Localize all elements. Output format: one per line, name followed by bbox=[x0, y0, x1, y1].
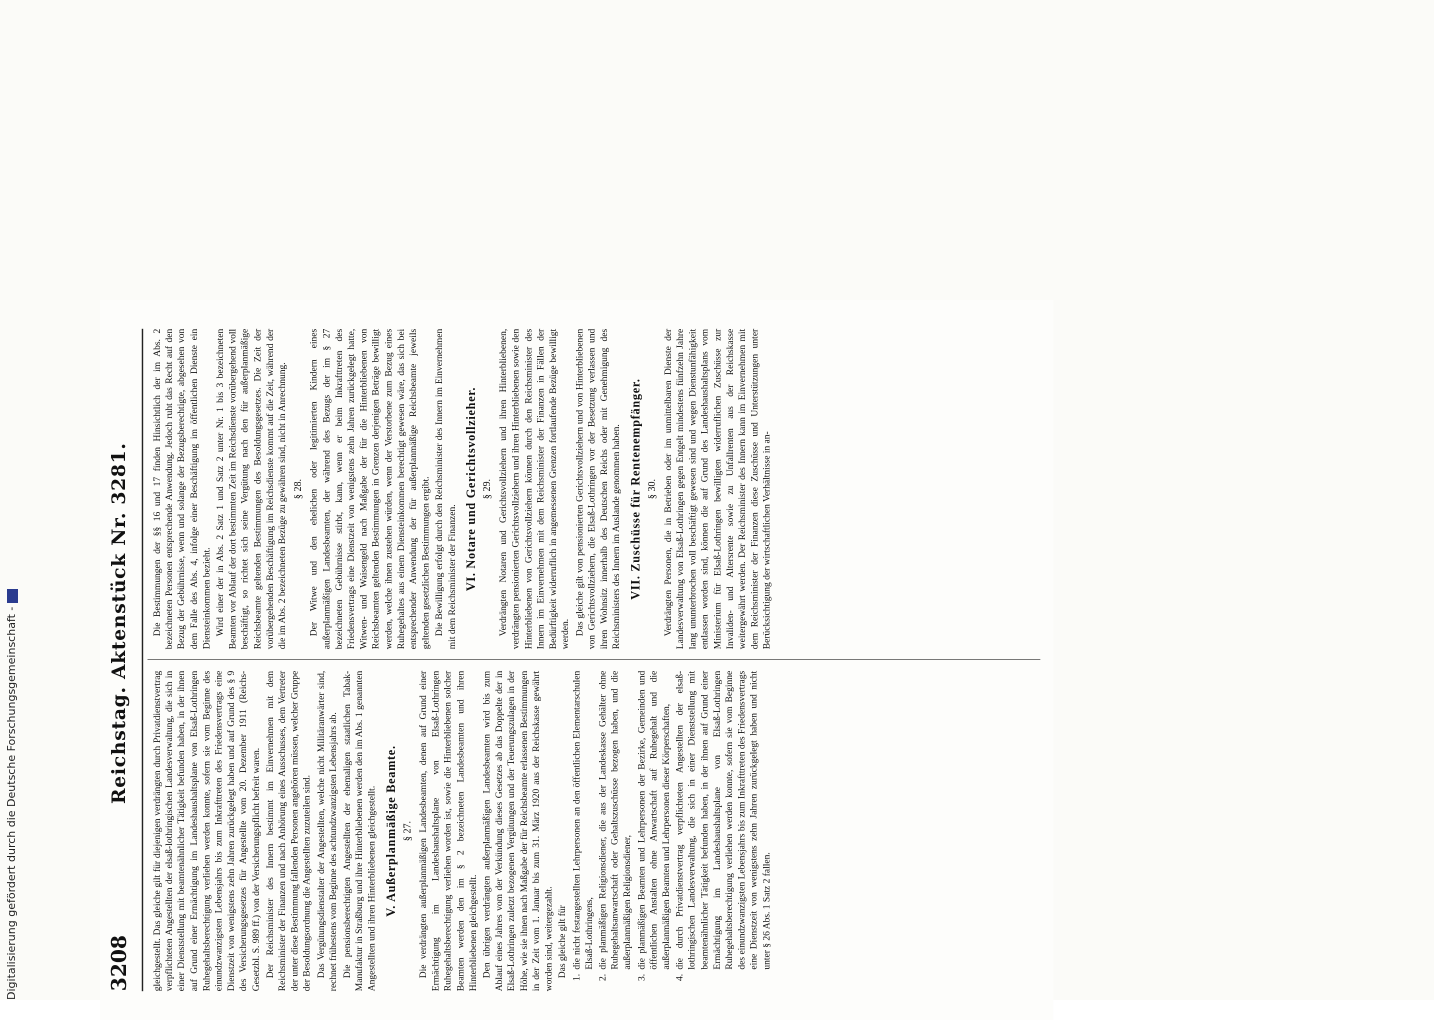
paragraph-number: § 27. bbox=[402, 820, 414, 842]
digitization-credit-text: Digitalisierung gefördert durch die Deutsche Forschungsgemeinschaft - bbox=[5, 606, 18, 1000]
paragraph: Die pensionsberechtigten Angestellten der ehemaligen staatlichen Tabak-Manufaktur in Straßburg und ihre Hinterbliebenen werden den im Abs. 1 genannten Angestellten und ihren Hinterbliebenen gleichgestellt. bbox=[341, 670, 377, 992]
list-item-number: 2. bbox=[596, 973, 608, 982]
paragraph: Das gleiche gilt für bbox=[556, 905, 568, 979]
paragraph: Verdrängten Personen, die in Betrieben oder im unmittelbaren Dienste der Landesverwaltung von Elsaß-Lothringen gegen Entgelt mindestens fünfzehn Jahre lang ununterbrochen voll beschäftigt gewesen sind und wegen Dienstunfähigkeit entlassen worden sind, können die auf Grund des Landeshaushaltsplans vom Ministerium für Elsaß-Lothringen bewilligten widerruflichen Zuschüsse zur Invaliden- und Altersrente sowie zu Unfallrenten aus der Reichskasse weitergewährt werden. Der Reichsminister des Innern kann im Einvernehmen mit dem Reichsminister der Finanzen diese Zuschüsse und Unterstützungen unter Berücksichtigung der wirtschaftlichen Verhältnisse in an- bbox=[662, 328, 773, 650]
list-item-text: die durch Privatdienstvertrag verpflichteten Angestellten der elsaß-lothringischen Landesverwaltung, die sich in einer Dienststellung mit beamtenähnlicher Tätigkeit befunden haben, in der ihnen auf Grund einer Ermächtigung im Landeshaushaltsplane von Elsaß-Lothringen Ruhegehaltsberechtigung verliehen werden konnte, sofern sie vom Beginne des einundzwanzigsten Lebensjahrs bis zum Inkrafttreten des Friedensvertrags eine Dienstzeit von wenigstens zehn Jahren zurückgelegt haben und nicht unter § 26 Abs. 1 Satz 2 fallen. bbox=[673, 670, 772, 970]
paragraph-number: § 28. bbox=[293, 478, 304, 500]
list-item bbox=[570, 671, 595, 991]
section-heading: V. Außerplanmäßige Beamte. bbox=[384, 745, 398, 917]
list-item-number: 1. bbox=[570, 973, 582, 982]
paragraph: gleichgestellt. Das gleiche gilt für diejenigen verdrängten durch Privatdienstvertrag verpflichteten Angestellten der elsaß-lothringischen Landesverwaltung, die sich in einer Dienststellung mit beamtenähnlicher Tätigkeit befunden haben, in der ihnen auf Grund einer Ermächtigung im Landeshaushaltsplane von Elsaß-Lothringen Ruhegehaltsberechtigung verliehen werden konnte, sofern sie vom Beginne des einundzwanzigsten Lebensjahrs bis zum Inkrafttreten des Friedensvertrags eine Dienstzeit von wenigstens zehn Jahren zurückgelegt haben und auf Grund des § 9 des Versicherungsgesetzes für Angestellte vom 20. Dezember 1911 (Reichs-Gesetzbl. S. 989 ff.) von der Versicherungspflicht befreit waren. bbox=[151, 670, 262, 992]
paragraph-number: § 29. bbox=[482, 478, 494, 500]
list-item bbox=[673, 671, 772, 991]
paragraph: Der Reichsminister des Innern bestimmt im Einvernehmen mit dem Reichsminister der Finanzen und nach Anhörung eines Ausschusses, dem Vertreter der unter diese Bestimmung fallenden Personen angehören müssen, welcher Gruppe der Besoldungsordnung die Angestellten zuzuteilen sind. bbox=[264, 670, 312, 992]
paragraph: Den übrigen verdrängten außerplanmäßigen Landesbeamten wird bis zum Ablauf eines Jahres vom der Verkündung dieses Gesetzes ab das Doppelte der in Elsaß-Lothringen zuletzt bezogenen Vergütungen und der Teuerungszulagen in der Höhe, wie sie ihnen nach Maßgabe der für Reichsbeamte erlassenen Bestimmungen in der Zeit vom 1. Januar bis zum 31. März 1920 aus der Reichskasse gewährt worden sind, weitergezahlt. bbox=[480, 670, 554, 992]
paragraph: Verdrängten Notaren und Gerichtsvollziehern und ihren Hinterbliebenen, verdrängten pensionierten Gerichtsvollziehern und ihren Hinterbliebenen sowie den Hinterbliebenen von Gerichtsvollziehern können durch den Reichsminister des Innern im Einvernehmen mit dem Reichsminister der Finanzen in Fällen der Bedürftigkeit widerruflich in angemessenen Grenzen fortlaufende Bezüge bewilligt werden. bbox=[497, 328, 571, 650]
paragraph: Der Witwe und den ehelichen oder legitimierten Kindern eines außerplanmäßigen Landesbeamten, der während des Bezugs der im § 27 bezeichneten Gebührnisse stirbt, kann, wenn er beim Inkrafttreten des Friedensvertrags eine Dienstzeit von wenigstens zehn Jahren zurückgelegt hatte, Witwen- und Waisengeld nach Maßgabe der für die Hinterbliebenen von Reichsbeamten geltenden Bestimmungen in Grenzen derjenigen Beträge bewilligt werden, welche ihnen zustehen würden, wenn der Verstorbene zum Bezug eines Ruhegehaltes aus einem Diensteinkommen berechtigt gewesen wäre, das sich bei entsprechender Anwendung der für außerplanmäßige Reichsbeamte jeweils geltenden gesetzlichen Bestimmungen ergibt. bbox=[308, 328, 431, 650]
paragraph: Wird einer der in Abs. 2 Satz 1 und Satz 2 unter Nr. 1 bis 3 bezeichneten Beamten vor Ablauf der dort bestimmten Zeit im Reichsdienste vorübergehend voll beschäftigt, so richtet sich seine Vergütung nach den für außerplanmäßige Reichsbeamte geltenden Bestimmungen des Besoldungsgesetzes. Die Zeit der vorübergehenden Beschäftigung im Reichsdienste kommt auf die Zeit, während der die im Abs. 2 bezeichneten Bezüge zu gewähren sind, nicht in Anrechnung. bbox=[214, 328, 288, 650]
section-heading: VI. Notare und Gerichtsvollzieher. bbox=[464, 386, 478, 592]
paragraph: Die verdrängten außerplanmäßigen Landesbeamten, denen auf Grund einer Ermächtigung im Landeshaushaltsplane von Elsaß-Lothringen Ruhegehaltsberechtigung verliehen worden ist, sowie die Hinterbliebenen solcher Beamten werden den im § 2 bezeichneten Landesbeamten und ihren Hinterbliebenen gleichgestellt. bbox=[417, 670, 478, 992]
paragraph: Das Vergütungsdienstalter der Angestellten, welche nicht Militäranwärter sind, rechnet frühestens vom Beginne des achtundzwanzigsten Lebensjahrs ab. bbox=[315, 670, 339, 992]
digitization-credit bbox=[2, 0, 22, 1000]
left-column bbox=[150, 671, 773, 991]
list-item bbox=[635, 671, 672, 991]
header-rule bbox=[142, 329, 143, 991]
list-item-number: 4. bbox=[673, 973, 685, 982]
list-item-number: 3. bbox=[635, 973, 647, 982]
running-title: Reichstag. Aktenstück Nr. 3281. bbox=[108, 442, 131, 804]
paragraph: Die Bestimmungen der §§ 16 und 17 finden Hinsichtlich der im Abs. 2 bezeichneten Personen entsprechende Anwendung. Jedoch ruht das Recht auf den Bezug der Gebührnisse, wenn und solange der Bezugsberechtigte, abgesehen von dem Falle des Abs. 4, infolge einer Beschäftigung im öffentlichen Dienste ein Diensteinkommen bezieht. bbox=[151, 328, 212, 650]
page-header bbox=[107, 329, 136, 991]
list-item-text: die planmäßigen Religionsdiener, die aus der Landeskasse Gehälter ohne Ruhegehaltsanwartschaft oder Gehaltszuschüsse bezogen haben, und die außerplanmäßigen Religionsdiener, bbox=[596, 670, 633, 970]
list-item-text: die nicht festangestellten Lehrpersonen an den öffentlichen Elementarschulen Elsaß-Lothringens, bbox=[570, 670, 594, 970]
column-separator bbox=[148, 659, 1041, 660]
list-item-text: die planmäßigen Beamten und Lehrpersonen der Bezirke, Gemeinden und öffentlichen Anstalten ohne Anwartschaft auf Ruhegehalt und die außerplanmäßigen Beamten und Lehrpersonen dieser Körperschaften, bbox=[635, 670, 671, 970]
document-page bbox=[100, 300, 1053, 1020]
list-item bbox=[596, 671, 633, 991]
paragraph: Das gleiche gilt von pensionierten Gerichtsvollziehern und von Hinterbliebenen von Gerichtsvollziehern, die Elsaß-Lothringen vor der Besetzung verlassen und ihren Wohnsitz innerhalb des Deutschen Reichs oder mit Genehmigung des Reichsministers des Innern im Auslande genommen haben. bbox=[573, 328, 622, 650]
right-column bbox=[150, 329, 774, 649]
dfg-logo-icon bbox=[7, 589, 18, 603]
paragraph-number: § 30. bbox=[646, 478, 658, 500]
section-heading: VII. Zuschüsse für Rentenempfänger. bbox=[628, 378, 643, 600]
page-number: 3208 bbox=[107, 935, 131, 992]
paragraph: Die Bewilligung erfolgt durch den Reichsminister des Innern im Einvernehmen mit dem Reichsminister der Finanzen. bbox=[433, 328, 457, 650]
